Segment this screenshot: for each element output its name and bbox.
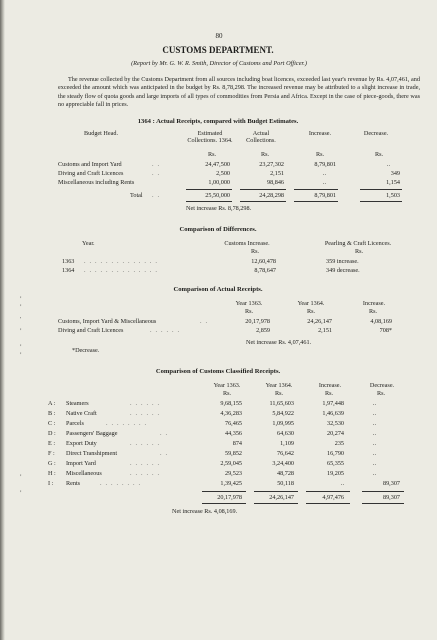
cell-y2: 11,65,603: [269, 400, 294, 407]
leader-dots: . . . . . .: [130, 470, 161, 477]
row-code: F :: [48, 450, 55, 457]
cell-y2: 50,118: [277, 480, 294, 487]
cell-dec: ..: [372, 460, 376, 467]
table3-col-y2: Year 1364.: [297, 300, 325, 307]
cell-dec: ..: [372, 440, 376, 447]
table1-unit: Rs.: [315, 151, 325, 158]
intro-paragraph: The revenue collected by the Customs Department from all sources including boat licences, exceeded last year's revenue by Rs. 4,07,461, and exceeded the amount which was anticipated in the budget by Rs. 8,78,298. The increased revenue may be attributed to a slight increase in trade, the steady flow of quota goods and large imports of all types of commodities from Persia and Africa. Except in the case of piece-goods, there was no appreciable fall in prices.: [58, 76, 420, 108]
table2-heading: Comparison of Differences.: [179, 226, 257, 233]
cell-y1: 76,465: [224, 420, 242, 427]
table1-unit: Rs.: [260, 151, 270, 158]
cell-inc: ..: [322, 179, 326, 186]
total-dec: 1,503: [386, 192, 400, 199]
row-label: Export Duty: [66, 440, 97, 447]
row-label: Passengers' Baggage: [66, 430, 118, 437]
row-label: Diving and Craft Licences: [58, 170, 124, 177]
table2-col-year: Year.: [82, 240, 95, 247]
cell-y1: 59,852: [224, 450, 242, 457]
rule: [186, 201, 232, 202]
total-inc: 4,97,476: [322, 494, 344, 501]
cell-dec: ..: [372, 400, 376, 407]
leader-dots: . .: [160, 450, 169, 457]
rule: [360, 201, 402, 202]
cell-inc: 20,274: [326, 430, 344, 437]
leader-dots: . .: [200, 318, 209, 325]
cell-inc: 19,205: [326, 470, 344, 477]
leader-dots: . . . . . . . .: [106, 420, 148, 427]
rule: [362, 491, 404, 492]
cell-y2: 2,151: [318, 327, 332, 334]
cell-dec: ..: [372, 410, 376, 417]
table1-net: Net increase Rs. 8,78,298.: [186, 205, 252, 212]
total-act: 24,28,298: [259, 192, 284, 199]
cell-pearl: 349 decrease.: [326, 267, 360, 274]
row-code: E :: [48, 440, 56, 447]
cell-inc: ..: [322, 170, 326, 177]
table2-col-customs: Customs Increase.: [224, 240, 270, 247]
cell-dec: ..: [372, 420, 376, 427]
table4-unit: Rs.: [376, 390, 386, 397]
table4-unit: Rs.: [222, 390, 232, 397]
cell-y2: 64,630: [276, 430, 294, 437]
leader-dots: . . . . . .: [130, 400, 161, 407]
rule: [202, 491, 246, 492]
row-label: Customs and Import Yard: [58, 161, 122, 168]
table4-unit: Rs.: [324, 390, 334, 397]
table3-unit: Rs.: [244, 308, 254, 315]
row-label: Diving and Craft Licences: [58, 327, 124, 334]
total-est: 25,50,000: [205, 192, 230, 199]
row-label: Steamers: [66, 400, 89, 407]
table3-col-inc: Increase.: [362, 300, 386, 307]
leader-dots: . .: [152, 192, 161, 199]
table1-col-est: [182, 130, 238, 144]
table1-col-est-label: Estimated Collections. 1364.: [187, 130, 233, 144]
row-code: G :: [48, 460, 56, 467]
page-number: 80: [215, 32, 223, 40]
cell-y1: 2,59,045: [220, 460, 242, 467]
rule: [306, 491, 350, 492]
cell-dec: 1,154: [386, 179, 400, 186]
cell-inc: 65,355: [326, 460, 344, 467]
row-code: H :: [48, 470, 56, 477]
cell-inc: 708*: [379, 327, 392, 334]
cell-inc: 235: [334, 440, 344, 447]
table1-unit: Rs.: [374, 151, 384, 158]
leader-dots: . .: [152, 170, 161, 177]
row-label: Import Yard: [66, 460, 96, 467]
cell-y2: 48,728: [276, 470, 294, 477]
row-year: 1364: [62, 267, 75, 274]
leader-dots: . . . . . .: [130, 410, 161, 417]
cell-y2: 5,84,922: [272, 410, 294, 417]
row-label: Customs, Import Yard & Miscellaneous: [58, 318, 157, 325]
leader-dots: . . . . . .: [150, 327, 181, 334]
subtitle: (Report by Mr. G. W. R. Smith, Director of Customs and Port Officer.): [131, 60, 307, 67]
rule: [306, 503, 350, 504]
row-code: A :: [48, 400, 56, 407]
table3-unit: Rs.: [306, 308, 316, 315]
cell-y1: 9,68,155: [220, 400, 242, 407]
cell-y2: 1,09,995: [272, 420, 294, 427]
table1-unit: Rs.: [207, 151, 217, 158]
table4-net: Net increase Rs. 4,08,169.: [172, 508, 238, 515]
leader-dots: . .: [160, 430, 169, 437]
leader-dots: . . . . . . . . . . . . . .: [84, 258, 159, 265]
table4-col-dec: Decrease.: [369, 382, 395, 389]
binding-edge: [0, 0, 5, 640]
cell-customs: 8,78,647: [254, 267, 276, 274]
cell-inc: 4,08,169: [370, 318, 392, 325]
cell-inc: 1,46,639: [322, 410, 344, 417]
rule: [240, 201, 286, 202]
rule: [254, 491, 298, 492]
rule: [186, 189, 232, 190]
row-label: Direct Transhipment: [66, 450, 118, 457]
leader-dots: . . . . . . . .: [100, 480, 142, 487]
cell-y2: 24,26,147: [307, 318, 332, 325]
cell-dec: ..: [372, 430, 376, 437]
cell-y2: 76,642: [276, 450, 294, 457]
margin-marks: , , ' , , ,: [20, 293, 22, 355]
cell-dec: 349: [390, 170, 400, 177]
rule: [360, 189, 402, 190]
rule: [240, 189, 286, 190]
cell-y1: 44,356: [224, 430, 242, 437]
table3-net: Net increase Rs. 4,07,461.: [246, 339, 312, 346]
cell-dec: ..: [386, 161, 390, 168]
table1-heading: 1364 : Actual Receipts, compared with Budget Estimates.: [137, 118, 299, 125]
row-code: B :: [48, 410, 56, 417]
row-label: Miscellaneous including Rents: [58, 179, 135, 186]
page-title: CUSTOMS DEPARTMENT.: [162, 45, 274, 55]
leader-dots: . . . . . . . . . . . . . .: [84, 267, 159, 274]
total-y1: 20,17,978: [217, 494, 242, 501]
cell-inc: 1,97,448: [322, 400, 344, 407]
table4-heading: Comparison of Customs Classified Receipts.: [155, 368, 281, 375]
leader-dots: . . . . . .: [130, 440, 161, 447]
row-label: Miscellaneous: [66, 470, 102, 477]
table4-col-y1: Year 1363.: [213, 382, 241, 389]
cell-y1: 874: [232, 440, 242, 447]
table2-unit: Rs.: [354, 248, 364, 255]
cell-dec: ..: [372, 450, 376, 457]
cell-y2: 3,24,400: [272, 460, 294, 467]
cell-y1: 29,523: [224, 470, 242, 477]
cell-act: 98,846: [266, 179, 284, 186]
table1-col-act: [238, 130, 284, 144]
cell-dec: ..: [372, 470, 376, 477]
row-label: Parcels: [66, 420, 84, 427]
cell-y2: 1,109: [280, 440, 294, 447]
table2-unit: Rs.: [250, 248, 260, 255]
cell-est: 2,500: [216, 170, 230, 177]
cell-y1: 2,859: [256, 327, 270, 334]
rule: [202, 503, 246, 504]
table4-col-inc: Increase.: [318, 382, 342, 389]
cell-pearl: 359 increase.: [326, 258, 359, 265]
row-code: D :: [48, 430, 56, 437]
cell-y1: 20,17,978: [245, 318, 270, 325]
margin-marks: , ,: [20, 471, 22, 493]
row-year: 1363: [62, 258, 75, 265]
row-code: C :: [48, 420, 56, 427]
total-label: Total: [130, 192, 143, 199]
cell-est: 24,47,500: [205, 161, 230, 168]
rule: [254, 503, 298, 504]
cell-dec: 89,307: [382, 480, 400, 487]
table1-col-head: Budget Head.: [84, 130, 119, 137]
table4-col-y2: Year 1364.: [265, 382, 293, 389]
leader-dots: . .: [152, 161, 161, 168]
row-label: Native Craft: [66, 410, 97, 417]
table3-col-y1: Year 1363.: [235, 300, 263, 307]
cell-inc: 8,79,801: [314, 161, 336, 168]
cell-y1: 1,39,425: [220, 480, 242, 487]
leader-dots: . . . . . .: [130, 460, 161, 467]
rule: [362, 503, 404, 504]
cell-inc: 32,530: [326, 420, 344, 427]
row-label: Rents: [66, 480, 81, 487]
table1-col-inc: Increase.: [308, 130, 332, 137]
rule: [294, 201, 338, 202]
cell-act: 2,151: [270, 170, 284, 177]
rule: [294, 189, 338, 190]
table3-heading: Comparison of Actual Receipts.: [173, 286, 263, 293]
cell-customs: 12,60,478: [251, 258, 276, 265]
table2-col-pearl: Pearling & Craft Licences.: [324, 240, 392, 247]
total-dec: 89,307: [382, 494, 400, 501]
total-y2: 24,26,147: [269, 494, 294, 501]
table4-unit: Rs.: [274, 390, 284, 397]
cell-y1: 4,36,283: [220, 410, 242, 417]
row-code: I :: [48, 480, 54, 487]
cell-act: 23,27,302: [259, 161, 284, 168]
table1-col-act-label: Actual Collections.: [246, 130, 276, 144]
table3-unit: Rs.: [368, 308, 378, 315]
cell-inc: 16,790: [326, 450, 344, 457]
cell-inc: ..: [340, 480, 344, 487]
total-inc: 8,79,801: [314, 192, 336, 199]
table3-footnote: *Decrease.: [72, 347, 100, 354]
cell-est: 1,00,000: [208, 179, 230, 186]
table1-col-dec: Decrease.: [363, 130, 389, 137]
